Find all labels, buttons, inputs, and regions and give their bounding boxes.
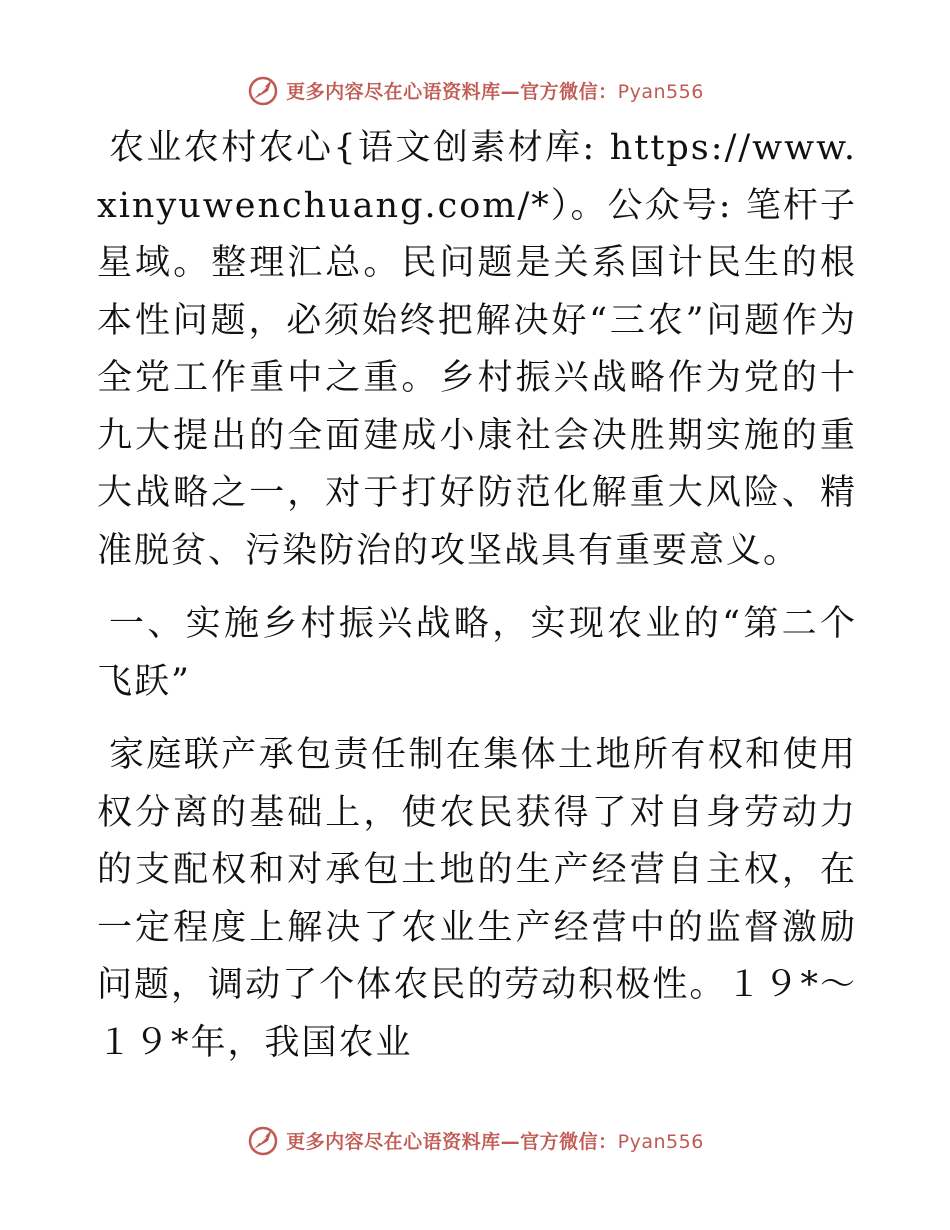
watermark-account: Pyan556 [617,80,704,103]
intro-paragraph: 农业农村农心{语文创素材库: https://www.xinyuwenchuang.com/*）。公众号: 笔杆子星域。整理汇总。民问题是关系国计民生的根本性问题，必须始终把解决好“三农”问题作为全党工作重中之重。乡村振兴战略作为党的十九大提出的全面建成小康社会决胜期实施的重大战略之一，对于打好防范化解重大风险、精准脱贫、污染防治的攻坚战具有重要意义。 [97,128,857,571]
header-watermark [0,70,950,110]
footer-watermark [0,1120,950,1160]
document-body [97,120,857,1072]
watermark-label: 更多内容尽在心语资料库—官方微信： [286,80,618,103]
section-heading: 一、实施乡村振兴战略，实现农业的“第二个飞跃” [97,604,857,702]
watermark-text [286,1127,704,1154]
watermark-account: Pyan556 [617,1130,704,1153]
quill-pen-logo-icon [246,73,280,107]
watermark-label: 更多内容尽在心语资料库—官方微信： [286,1130,618,1153]
quill-pen-logo-icon [246,1123,280,1157]
watermark-text [286,77,704,104]
body-paragraph: 家庭联产承包责任制在集体土地所有权和使用权分离的基础上，使农民获得了对自身劳动力的支配权和对承包土地的生产经营自主权，在一定程度上解决了农业生产经营中的监督激励问题，调动了个体农民的劳动积极性。１９*～１９*年，我国农业 [97,735,857,1063]
